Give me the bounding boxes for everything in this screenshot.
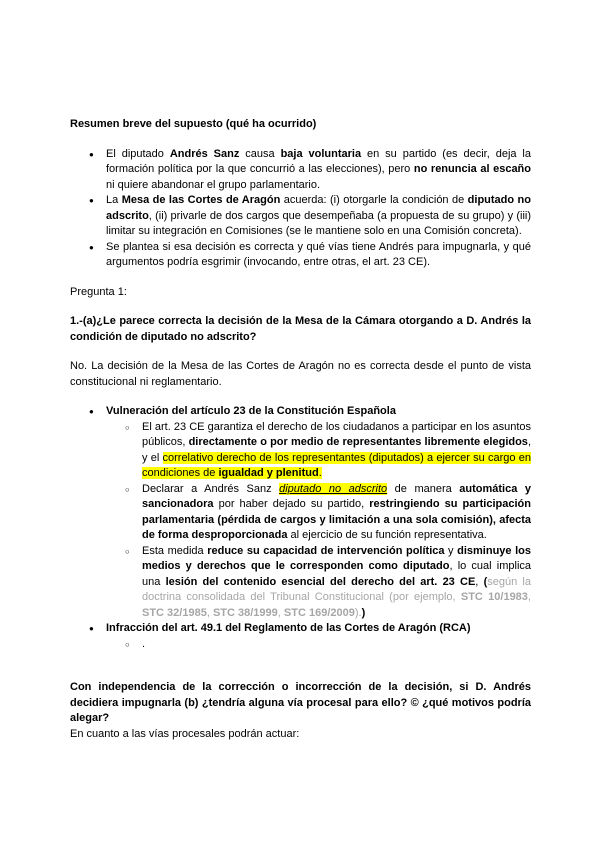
bullet-disc-icon: ● [89,196,94,205]
text-run: Resumen breve del supuesto (qué ha ocurrido) [70,118,317,130]
text-run: La [106,194,122,206]
text-run: , lo cual implica una [142,560,531,588]
text-run: Declarar a Andrés Sanz [142,482,280,495]
text-run: reduce su capacidad de intervención política [207,544,445,557]
text-run: Se plantea si esa decisión es correcta y qué vías tiene Andrés para impugnarla, y qué argumentos podría esgrimir (invocando, entre otras, el art. 23 CE). [106,240,531,268]
text-run: STC 169/2009 [283,606,355,619]
text-run: según la doctrina consolidada del Tribunal Constitucional (por ejemplo, [142,575,531,603]
text-run: El art. 23 CE garantiza el derecho de los ciudadanos a participar en los asuntos públicos, [142,420,531,448]
bullet-item [70,193,531,240]
text-run: 1.-(a)¿Le parece correcta la decisión de la Mesa de la Cámara otorgando a D. Andrés la condición de diputado no adscrito? [70,315,531,343]
text-run: de manera [387,482,460,495]
text-run: ni quiere abandonar el grupo parlamentario. [106,178,321,191]
text-run: automática y sancionadora [142,482,532,510]
text-run: Vulneración del artículo 23 de la Constitución Española [106,405,396,417]
text-run: baja voluntaria [280,147,362,160]
paragraph [70,359,531,390]
text-run: afecta de forma desproporcionada [142,513,531,541]
text-run: Con independencia de la corrección o incorrección de la decisión, si D. Andrés decidiera impugnarla (b) ¿tendría alguna vía procesal para ello? © ¿qué motivos podría alegar? [70,681,531,724]
bullet-item [70,240,531,271]
text-run: por haber dejado su partido, [213,498,370,510]
text-run: ). [354,606,362,619]
text-run: STC 38/1999 [212,606,278,619]
text-run: Infracción del art. 49.1 del Reglamento de las Cortes de Aragón (RCA) [106,622,471,634]
text-run: diputado no adscrito [106,194,531,222]
text-run: diputado no adscrito [279,482,388,495]
spacer [70,390,531,404]
paragraph [70,727,531,743]
bullet-item [70,404,531,420]
text-run: al ejercicio de su función representativa. [287,529,487,541]
sub-bullet-item [70,482,531,544]
text-run: . [142,637,146,650]
text-run: , [475,575,484,588]
bullet-circle-icon: ○ [125,546,130,556]
paragraph [70,285,531,301]
text-run: disminuye los medios y derechos que le corresponden como diputado [142,544,531,572]
document-body [70,117,531,742]
bullet-circle-icon: ○ [125,639,130,649]
text-run: lesión del contenido esencial del derecho del art. 23 CE [165,575,476,588]
text-run: , y el [142,436,531,464]
sub-bullet-item [70,544,531,622]
text-run: No. La decisión de la Mesa de las Cortes de Aragón no es correcta desde el punto de vista constitucional ni reglamentario. [70,360,531,388]
text-run: restringiendo su participación parlamentaria (pérdida de cargos y limitación a una sola comisión), [142,498,531,526]
text-run: causa [239,147,281,160]
text-run: ) [361,606,366,619]
text-run: Mesa de las Cortes de Aragón [121,194,281,206]
spacer [70,133,531,147]
question-heading [70,314,531,345]
text-run: igualdad y plenitud [218,467,319,479]
bullet-circle-icon: ○ [125,422,130,432]
spacer [70,652,531,680]
question-heading [70,680,531,727]
text-run: , [527,591,531,603]
spacer [70,300,531,314]
text-run: directamente o por medio de representantes libremente elegidos [188,436,528,448]
text-run: acuerda: (i) otorgarle la condición de [280,194,468,206]
spacer [70,345,531,359]
bullet-item [70,147,531,194]
text-run: no renuncia al escaño [413,163,531,175]
text-run: , (ii) privarle de dos cargos que desempeñaba (a propuesta de su grupo) y (iii) limitar su integración en Comisiones (se le mantiene solo en una Comisión concreta). [106,209,531,237]
text-run: en su partido (es decir, deja la formación política por la que concurrió a las elecciones), pero [106,147,531,175]
text-run: correlativo derecho de los representantes (diputados) a ejercer su cargo en condiciones de [142,451,531,479]
text-run: . [318,467,322,479]
text-run: ( [483,575,488,588]
bullet-disc-icon: ● [89,407,94,416]
spacer [70,271,531,285]
text-run: Esta medida [142,544,208,557]
text-run: Pregunta 1: [70,285,127,298]
text-run: , [206,606,213,619]
text-run: Andrés Sanz [169,147,240,160]
text-run: STC 32/1985 [142,606,207,619]
text-run: El diputado [106,147,170,160]
bullet-disc-icon: ● [89,149,94,159]
bullet-circle-icon: ○ [125,484,130,494]
text-run: y [444,544,458,557]
bullet-item [70,621,531,637]
section-heading [70,117,531,133]
text-run: En cuanto a las vías procesales podrán actuar: [70,727,300,740]
sub-bullet-item [70,420,531,482]
bullet-disc-icon: ● [89,242,94,252]
bullet-disc-icon: ● [89,624,94,633]
text-run: , [277,606,284,619]
sub-bullet-item [70,637,531,653]
text-run: STC 10/1983 [460,591,528,603]
